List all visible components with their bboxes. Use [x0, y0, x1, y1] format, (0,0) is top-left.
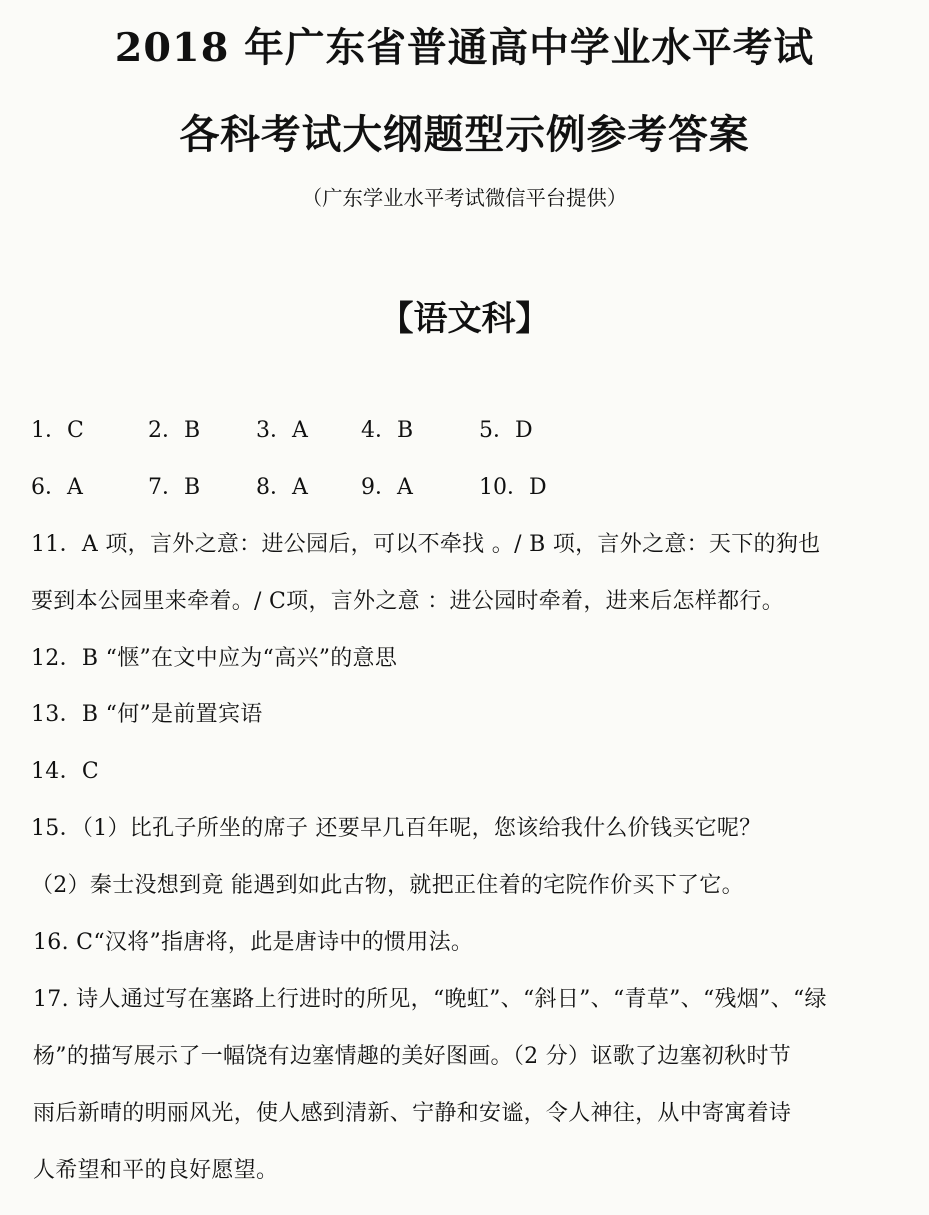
answer-q15-part-2: （2）秦士没想到竟 能遇到如此古物，就把正住着的宅院作价买下了它。: [31, 873, 744, 898]
section-heading-chinese: 【语文科】: [379, 299, 550, 339]
answer-q10: 10．D: [479, 475, 547, 500]
document-title-line-2: 各科考试大纲题型示例参考答案: [179, 112, 750, 158]
answer-q4: 4．B: [361, 418, 414, 443]
choice-answers-row-1: [31, 413, 631, 443]
answer-q17-line-3: 雨后新晴的明丽风光，使人感到清新、宁静和安谧，令人神往，从中寄寓着诗: [33, 1101, 792, 1126]
answer-q9: 9．A: [361, 475, 413, 500]
answer-q11-line-1: 11．A 项，言外之意：进公园后，可以不牵找 。/ B 项，言外之意：天下的狗也: [31, 532, 821, 557]
document-title-line-1: 2018 年广东省普通高中学业水平考试: [114, 25, 815, 71]
answer-q17-line-1: 17. 诗人通过写在塞路上行进时的所见，“晚虹”、“斜日”、“青草”、“残烟”、“绿: [33, 987, 827, 1012]
answer-q16: 16. C“汉将”指唐将，此是唐诗中的惯用法。: [33, 930, 474, 955]
choice-answers-row-2: [31, 470, 631, 500]
answer-q14: 14．C: [31, 759, 100, 784]
answer-q5: 5．D: [479, 418, 533, 443]
answer-q17-line-2: 杨”的描写展示了一幅饶有边塞情趣的美好图画。（2 分）讴歌了边塞初秋时节: [33, 1044, 792, 1069]
answer-q17-line-4: 人希望和平的良好愿望。: [33, 1158, 279, 1183]
answer-q15-part-1: 15．（1）比孔子所坐的席子 还要早几百年呢，您该给我什么价钱买它呢？: [31, 816, 762, 841]
source-note: （广东学业水平考试微信平台提供）: [301, 186, 628, 210]
answer-q2: 2．B: [148, 418, 201, 443]
answer-q11-line-2: 要到本公园里来牵着。/ C项，言外之意 ：进公园时牵着，进来后怎样都行。: [31, 589, 785, 614]
answer-q13: 13．B “何”是前置宾语: [31, 702, 263, 727]
answer-q7: 7．B: [148, 475, 201, 500]
answer-q12: 12．B “惬”在文中应为“高兴”的意思: [31, 646, 398, 671]
answer-q3: 3．A: [256, 418, 308, 443]
answer-q8: 8．A: [256, 475, 308, 500]
answer-q6: 6．A: [31, 475, 83, 500]
answer-q1: 1．C: [31, 418, 84, 443]
